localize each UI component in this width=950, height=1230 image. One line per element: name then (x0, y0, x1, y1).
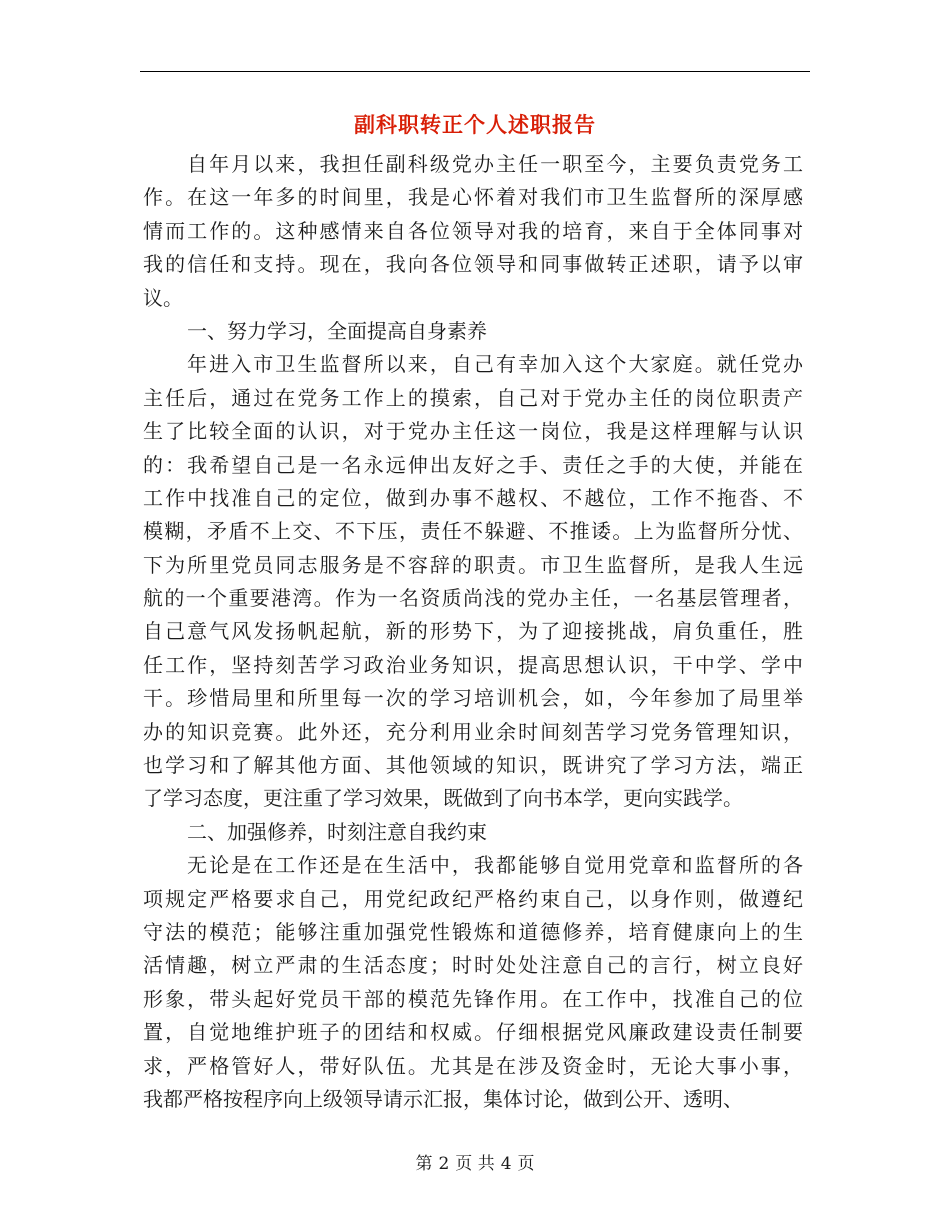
paragraph-line: 自年月以来，我担任副科级党办主任一职至今，主要负责党务工 (187, 152, 803, 176)
paragraph-line: 我的信任和支持。现在，我向各位领导和同事做转正述职，请予以审 (143, 252, 803, 277)
document-title: 副科职转正个人述职报告 (354, 112, 596, 137)
paragraph-line: 二、加强修养，时刻注意自我约束 (187, 819, 487, 844)
paragraph-line: 年进入市卫生监督所以来，自己有幸加入这个大家庭。就任党办 (187, 352, 803, 377)
footer-prefix: 第 (415, 1154, 433, 1174)
paragraph-line: 置，自觉地维护班子的团结和权威。仔细根据党风廉政建设责任制要 (143, 1020, 803, 1045)
paragraph-line: 一、努力学习，全面提高自身素养 (187, 318, 487, 343)
paragraph-line: 航的一个重要港湾。作为一名资质尚浅的党办主任，一名基层管理者， (143, 586, 803, 611)
footer-total-pages: 4 (500, 1154, 512, 1174)
paragraph (143, 816, 803, 849)
paragraph-line: 任工作，坚持刻苦学习政治业务知识，提高思想认识，干中学、学中 (143, 652, 803, 677)
paragraph-line: 我都严格按程序向上级领导请示汇报，集体讨论，做到公开、透明、 (143, 1086, 743, 1111)
paragraph-line: 守法的模范；能够注重加强党性锻炼和道德修养，培育健康向上的生 (143, 919, 803, 944)
paragraph-line: 模糊，矛盾不上交、不下压，责任不躲避、不推诿。上为监督所分忧、 (143, 519, 803, 544)
paragraph-line: 作。在这一年多的时间里，我是心怀着对我们市卫生监督所的深厚感 (143, 185, 803, 210)
paragraph-line: 形象，带头起好党员干部的模范先锋作用。在工作中，找准自己的位 (143, 986, 803, 1011)
paragraph-line: 的：我希望自己是一名永远伸出友好之手、责任之手的大使，并能在 (143, 452, 803, 477)
paragraph-line: 情而工作的。这种感情来自各位领导对我的培育，来自于全体同事对 (143, 218, 803, 243)
paragraph-line: 主任后，通过在党务工作上的摸索，自己对于党办主任的岗位职责产 (143, 385, 803, 410)
paragraph-line: 干。珍惜局里和所里每一次的学习培训机会，如，今年参加了局里举 (143, 686, 803, 711)
paragraph-line: 办的知识竞赛。此外还，充分利用业余时间刻苦学习党务管理知识， (143, 719, 803, 744)
page-footer (0, 1152, 950, 1176)
document-body (143, 148, 803, 1116)
paragraph (143, 315, 803, 348)
footer-current-page: 2 (438, 1154, 450, 1174)
paragraph-line: 工作中找准自己的定位，做到办事不越权、不越位，工作不拖沓、不 (143, 485, 803, 510)
paragraph (143, 849, 803, 1116)
footer-suffix: 页 (517, 1154, 535, 1174)
footer-middle: 页 共 (455, 1154, 495, 1174)
paragraph-line: 下为所里党员同志服务是不容辞的职责。市卫生监督所，是我人生远 (143, 552, 803, 577)
paragraph-line: 也学习和了解其他方面、其他领域的知识，既讲究了学习方法，端正 (143, 753, 803, 778)
paragraph-line: 无论是在工作还是在生活中，我都能够自觉用党章和监督所的各 (187, 853, 803, 878)
paragraph-line: 活情趣，树立严肃的生活态度；时时处处注意自己的言行，树立良好 (143, 953, 803, 978)
paragraph (143, 348, 803, 815)
paragraph-line: 议。 (143, 285, 183, 310)
paragraph-line: 自己意气风发扬帆起航，新的形势下，为了迎接挑战，肩负重任，胜 (143, 619, 803, 644)
paragraph-line: 求，严格管好人，带好队伍。尤其是在涉及资金时，无论大事小事， (143, 1053, 803, 1078)
paragraph (143, 148, 803, 315)
paragraph-line: 项规定严格要求自己，用党纪政纪严格约束自己，以身作则，做遵纪 (143, 886, 803, 911)
header-rule (140, 71, 810, 72)
paragraph-line: 了学习态度，更注重了学习效果，既做到了向书本学，更向实践学。 (143, 786, 743, 811)
paragraph-line: 生了比较全面的认识，对于党办主任这一岗位，我是这样理解与认识 (143, 419, 803, 444)
